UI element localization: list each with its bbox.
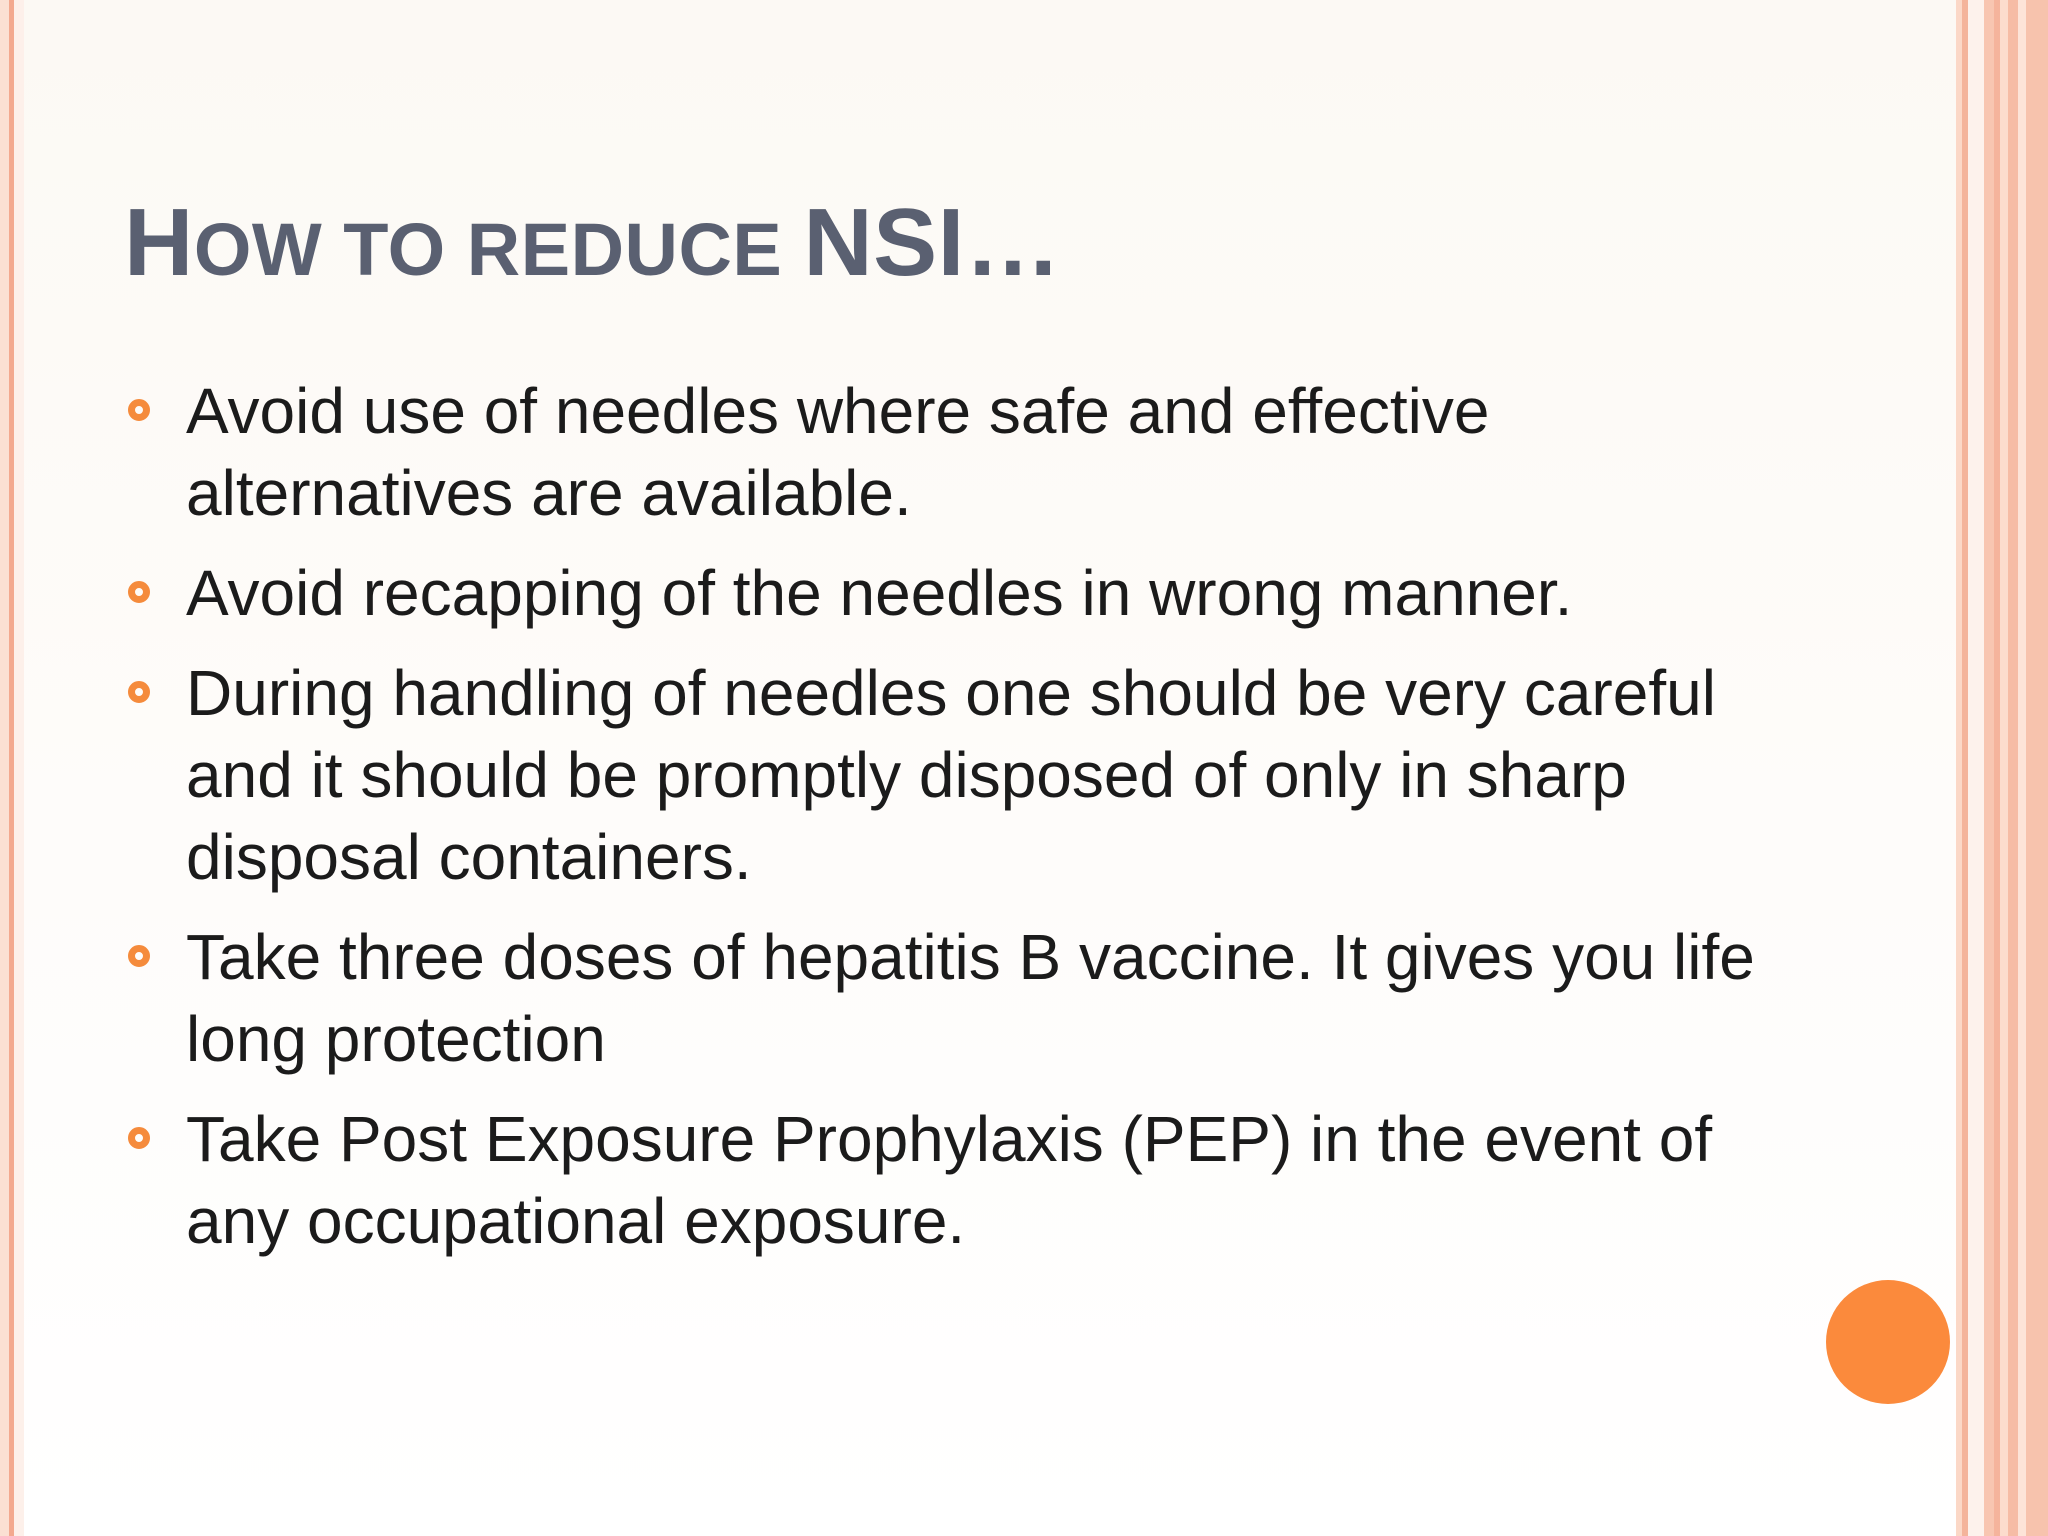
right-border-stripe bbox=[2008, 0, 2018, 1536]
hollow-circle-bullet-icon bbox=[128, 681, 150, 703]
bullet-text: Take Post Exposure Prophylaxis (PEP) in the event of any occupational exposure. bbox=[186, 1103, 1713, 1257]
right-border-stripe bbox=[2000, 0, 2008, 1536]
bullet-item bbox=[124, 552, 1824, 634]
bullet-text: Take three doses of hepatitis B vaccine. It gives you life long protection bbox=[186, 921, 1755, 1075]
bullet-item bbox=[124, 916, 1824, 1080]
title-acronym: NSI bbox=[803, 189, 965, 296]
right-border-stripe bbox=[1984, 0, 1994, 1536]
left-border-stripe bbox=[14, 0, 24, 1536]
bullet-list bbox=[124, 370, 1824, 1280]
bullet-item bbox=[124, 370, 1824, 534]
title-first-letter: H bbox=[124, 189, 194, 296]
hollow-circle-bullet-icon bbox=[128, 945, 150, 967]
orange-circle-decoration-icon bbox=[1826, 1280, 1950, 1404]
right-border-stripe bbox=[2026, 0, 2048, 1536]
bullet-item bbox=[124, 1098, 1824, 1262]
hollow-circle-bullet-icon bbox=[128, 399, 150, 421]
bullet-text: During handling of needles one should be very careful and it should be promptly disposed of only in sharp disposal containers. bbox=[186, 657, 1716, 893]
hollow-circle-bullet-icon bbox=[128, 581, 150, 603]
bullet-text: Avoid recapping of the needles in wrong manner. bbox=[186, 557, 1573, 629]
title-ellipsis: … bbox=[964, 189, 1062, 296]
right-border-stripe bbox=[2018, 0, 2026, 1536]
right-border-stripe bbox=[1968, 0, 1984, 1536]
left-border-stripe bbox=[0, 0, 9, 1536]
slide-title bbox=[124, 188, 1061, 305]
title-small-caps: OW TO REDUCE bbox=[193, 208, 804, 291]
hollow-circle-bullet-icon bbox=[128, 1127, 150, 1149]
bullet-item bbox=[124, 652, 1824, 898]
bullet-text: Avoid use of needles where safe and effective alternatives are available. bbox=[186, 375, 1490, 529]
